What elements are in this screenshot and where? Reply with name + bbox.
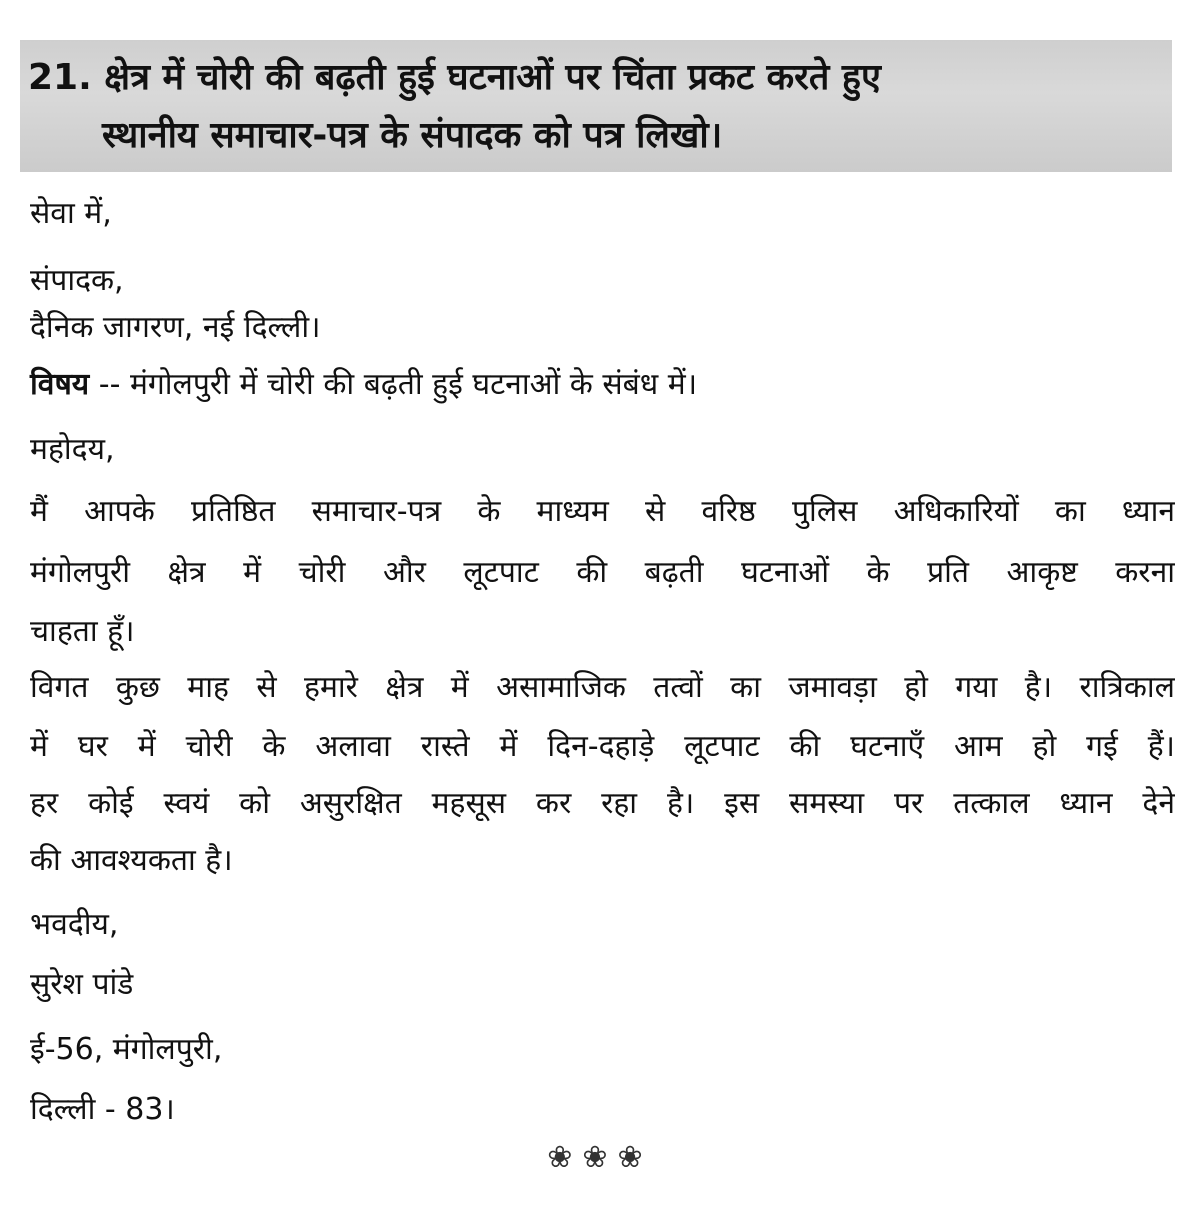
footer-ornament: ❀❀❀ (547, 1140, 653, 1175)
paragraph-2-line-3: हर कोई स्वयं को असुरक्षित महसूस कर रहा है। इस समस्या पर तत्काल ध्यान देने (30, 786, 1175, 821)
sender-address-2: दिल्ली - 83। (30, 1092, 175, 1127)
paragraph-1-line-1: मैं आपके प्रतिष्ठित समाचार-पत्र के माध्यम से वरिष्ठ पुलिस अधिकारियों का ध्यान (30, 494, 1175, 529)
paragraph-2-line-2: में घर में चोरी के अलावा रास्ते में दिन-दहाड़े लूटपाट की घटनाएँ आम हो गई हैं। (30, 729, 1175, 764)
subject-text: मंगोलपुरी में चोरी की बढ़ती हुई घटनाओं के संबंध में। (129, 367, 698, 402)
recipient-title: संपादक, (30, 263, 124, 298)
sender-address-1: ई-56, मंगोलपुरी, (30, 1032, 223, 1067)
question-line-1: 21. क्षेत्र में चोरी की बढ़ती हुई घटनाओं पर चिंता प्रकट करते हुए (28, 57, 881, 98)
subject-line (30, 365, 697, 405)
paragraph-1-line-2: मंगोलपुरी क्षेत्र में चोरी और लूटपाट की बढ़ती घटनाओं के प्रति आकृष्ट करना (30, 555, 1175, 590)
question-banner (20, 40, 1172, 172)
sender-name: सुरेश पांडे (30, 967, 134, 1002)
question-line-2: स्थानीय समाचार-पत्र के संपादक को पत्र लिखो। (102, 115, 723, 156)
subject-label: विषय (30, 367, 90, 402)
paragraph-2-line-4: की आवश्यकता है। (30, 843, 233, 878)
closing: भवदीय, (30, 907, 119, 942)
greeting: महोदय, (30, 432, 115, 467)
subject-separator: -- (89, 367, 130, 402)
paragraph-1-line-3: चाहता हूँ। (30, 614, 135, 649)
paragraph-2-line-1: विगत कुछ माह से हमारे क्षेत्र में असामाजिक तत्वों का जमावड़ा हो गया है। रात्रिकाल (30, 670, 1175, 705)
salutation-to: सेवा में, (30, 196, 112, 231)
recipient-org: दैनिक जागरण, नई दिल्ली। (30, 310, 321, 345)
